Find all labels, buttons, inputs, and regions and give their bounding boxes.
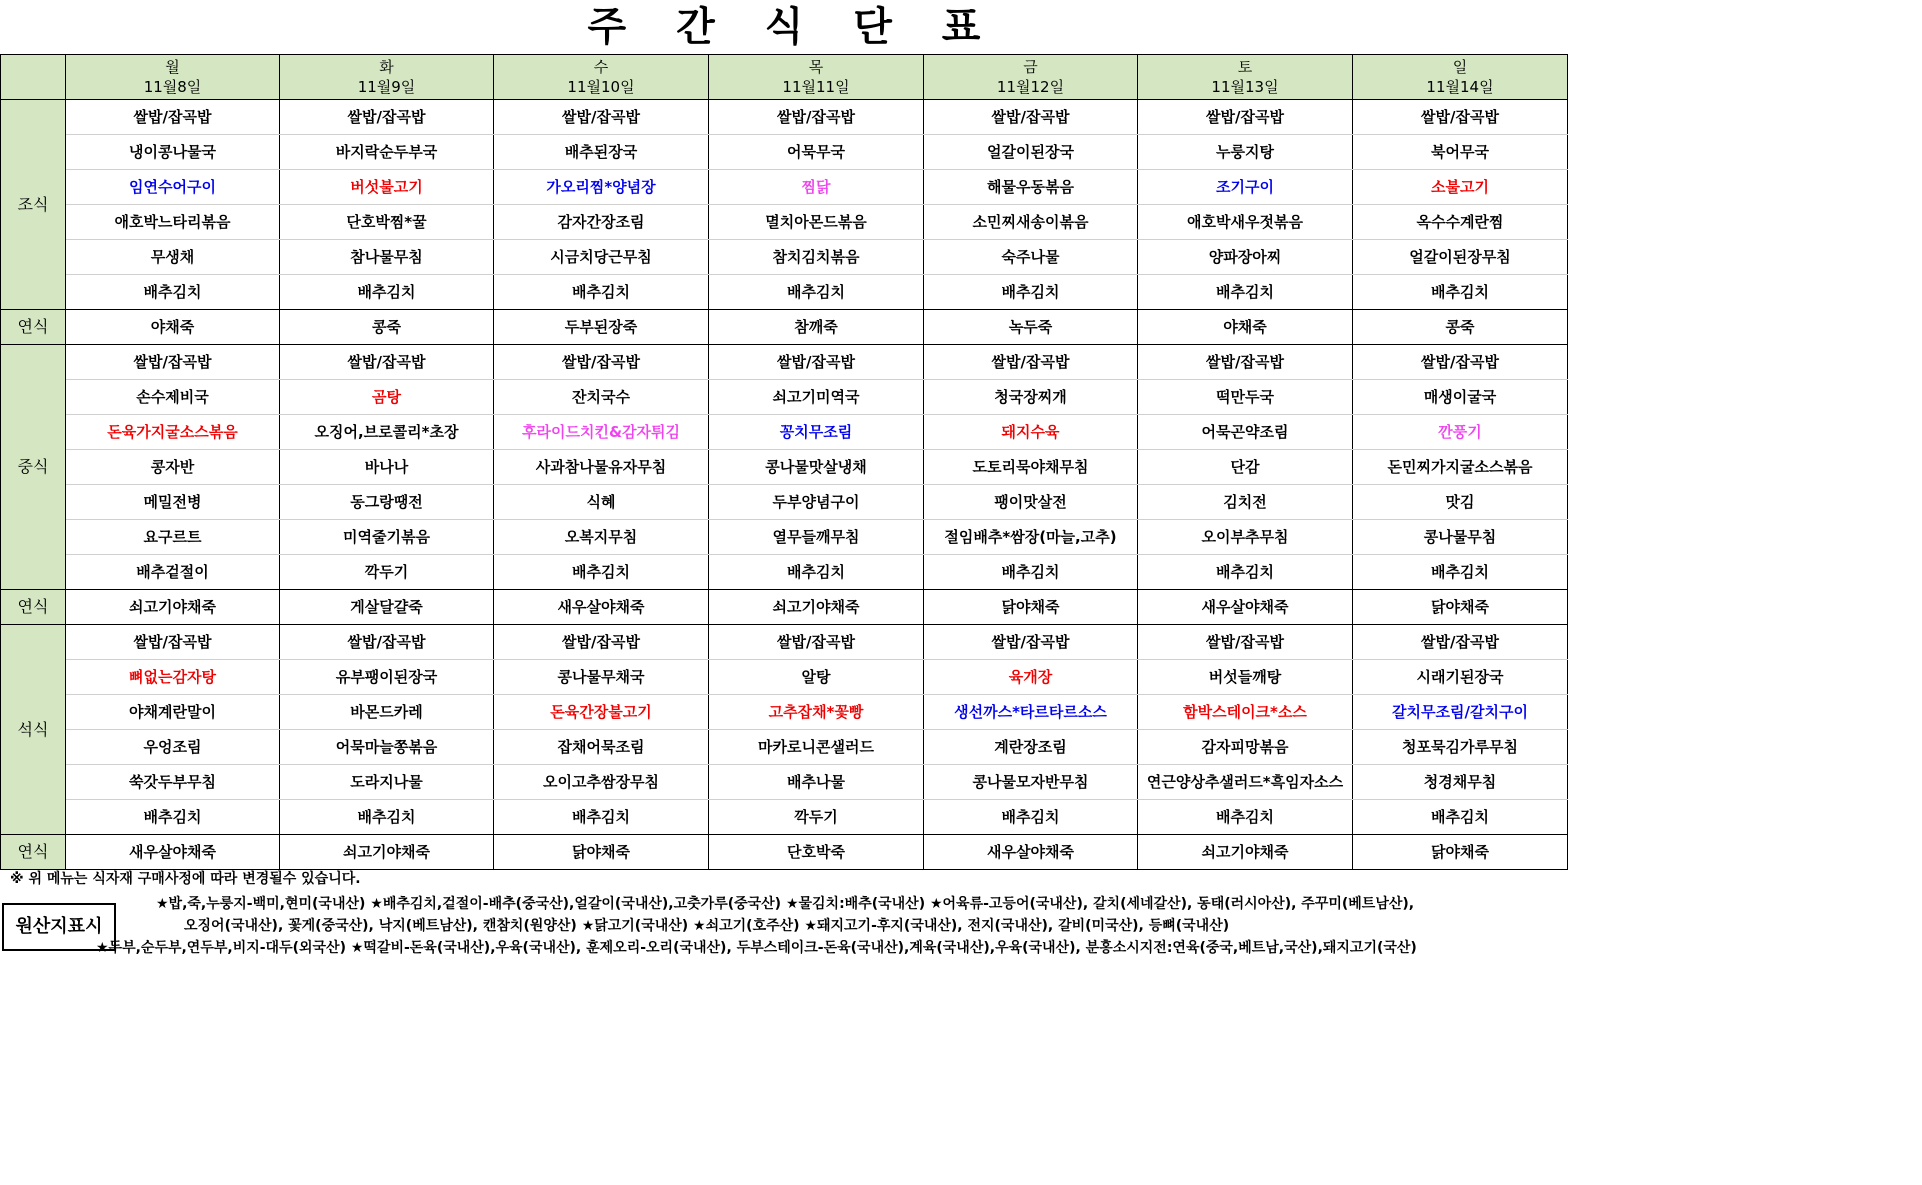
menu-item: 콩죽 bbox=[1353, 310, 1568, 345]
day-header bbox=[66, 55, 280, 100]
menu-item: 단호박찜*꿀 bbox=[280, 205, 494, 240]
menu-item: 배추김치 bbox=[494, 800, 709, 835]
menu-item: 얼갈이된장국 bbox=[924, 135, 1138, 170]
menu-item: 쑥갓두부무침 bbox=[66, 765, 280, 800]
menu-item: 배추김치 bbox=[924, 555, 1138, 590]
origin-line: ★두부,순두부,연두부,비지-대두(외국산) ★떡갈비-돈육(국내산),우육(국내산), 훈제오리-오리(국내산), 두부스테이크-돈육(국내산),계육(국내산),우육(국내산), 분홍소시지전:연육(중국,베트남,국산),돼지고기(국산) bbox=[96, 940, 1417, 956]
menu-item: 감자간장조림 bbox=[494, 205, 709, 240]
menu-item: 쌀밥/잡곡밥 bbox=[1138, 100, 1353, 135]
menu-item: 생선까스*타르타르소스 bbox=[924, 695, 1138, 730]
menu-item: 버섯불고기 bbox=[280, 170, 494, 205]
menu-item: 얼갈이된장무침 bbox=[1353, 240, 1568, 275]
menu-item: 배추김치 bbox=[1138, 275, 1353, 310]
menu-item: 함박스테이크*소스 bbox=[1138, 695, 1353, 730]
menu-item: 오복지무침 bbox=[494, 520, 709, 555]
menu-row bbox=[1, 205, 1568, 240]
menu-item: 배추나물 bbox=[709, 765, 924, 800]
weekly-menu-table bbox=[0, 54, 1568, 870]
menu-item: 배추김치 bbox=[66, 275, 280, 310]
meal-label: 연식 bbox=[1, 835, 66, 870]
menu-item: 쇠고기야채죽 bbox=[66, 590, 280, 625]
day-date: 11월9일 bbox=[357, 78, 416, 96]
menu-item: 양파장아찌 bbox=[1138, 240, 1353, 275]
menu-item: 배추김치 bbox=[1353, 555, 1568, 590]
menu-item: 쌀밥/잡곡밥 bbox=[709, 345, 924, 380]
menu-item: 콩나물맛살냉채 bbox=[709, 450, 924, 485]
menu-item: 배추된장국 bbox=[494, 135, 709, 170]
menu-item: 단감 bbox=[1138, 450, 1353, 485]
menu-item: 유부팽이된장국 bbox=[280, 660, 494, 695]
header-corner bbox=[1, 55, 66, 100]
menu-item: 팽이맛살전 bbox=[924, 485, 1138, 520]
menu-item: 떡만두국 bbox=[1138, 380, 1353, 415]
menu-item: 뼈없는감자탕 bbox=[66, 660, 280, 695]
menu-item: 쌀밥/잡곡밥 bbox=[66, 625, 280, 660]
menu-item: 감자피망볶음 bbox=[1138, 730, 1353, 765]
day-header bbox=[494, 55, 709, 100]
origin-line: ★밥,죽,누룽지-백미,현미(국내산) ★배추김치,겉절이-배추(중국산),얼갈이(국내산),고춧가루(중국산) ★물김치:배추(국내산) ★어육류-고등어(국내산), 갈치(세네갈산), 동태(러시아산), 주꾸미(베트남산), bbox=[156, 896, 1415, 912]
day-header bbox=[709, 55, 924, 100]
menu-item: 멸치아몬드볶음 bbox=[709, 205, 924, 240]
menu-item: 새우살야채죽 bbox=[494, 590, 709, 625]
menu-item: 시래기된장국 bbox=[1353, 660, 1568, 695]
menu-item: 쇠고기야채죽 bbox=[280, 835, 494, 870]
menu-item: 배추김치 bbox=[280, 800, 494, 835]
menu-item: 오이부추무침 bbox=[1138, 520, 1353, 555]
menu-item: 단호박죽 bbox=[709, 835, 924, 870]
menu-item: 손수제비국 bbox=[66, 380, 280, 415]
menu-body bbox=[1, 100, 1568, 870]
day-date: 11월13일 bbox=[1211, 78, 1279, 96]
day-header-row bbox=[1, 55, 1568, 100]
day-date: 11월8일 bbox=[143, 78, 202, 96]
menu-item: 요구르트 bbox=[66, 520, 280, 555]
menu-row bbox=[1, 555, 1568, 590]
day-header bbox=[924, 55, 1138, 100]
menu-item: 깐풍기 bbox=[1353, 415, 1568, 450]
menu-item: 새우살야채죽 bbox=[1138, 590, 1353, 625]
menu-row bbox=[1, 765, 1568, 800]
menu-item: 콩나물무침 bbox=[1353, 520, 1568, 555]
menu-item: 무생채 bbox=[66, 240, 280, 275]
menu-item: 갈치무조림/갈치구이 bbox=[1353, 695, 1568, 730]
menu-item: 후라이드치킨&감자튀김 bbox=[494, 415, 709, 450]
menu-item: 참치김치볶음 bbox=[709, 240, 924, 275]
day-name: 목 bbox=[808, 58, 824, 76]
day-date: 11월12일 bbox=[996, 78, 1065, 96]
menu-item: 잔치국수 bbox=[494, 380, 709, 415]
menu-item: 가오리찜*양념장 bbox=[494, 170, 709, 205]
menu-item: 배추김치 bbox=[1353, 275, 1568, 310]
menu-item: 바지락순두부국 bbox=[280, 135, 494, 170]
menu-row bbox=[1, 660, 1568, 695]
menu-item: 쌀밥/잡곡밥 bbox=[494, 100, 709, 135]
menu-item: 오징어,브로콜리*초장 bbox=[280, 415, 494, 450]
menu-item: 쌀밥/잡곡밥 bbox=[924, 345, 1138, 380]
menu-item: 애호박느타리볶음 bbox=[66, 205, 280, 240]
menu-item: 닭야채죽 bbox=[1353, 835, 1568, 870]
menu-row bbox=[1, 240, 1568, 275]
menu-item: 어묵마늘쫑볶음 bbox=[280, 730, 494, 765]
menu-row bbox=[1, 625, 1568, 660]
menu-item: 쌀밥/잡곡밥 bbox=[709, 625, 924, 660]
menu-item: 맛김 bbox=[1353, 485, 1568, 520]
menu-item: 새우살야채죽 bbox=[924, 835, 1138, 870]
menu-item: 배추김치 bbox=[924, 275, 1138, 310]
menu-item: 잡채어묵조림 bbox=[494, 730, 709, 765]
menu-item: 배추김치 bbox=[709, 555, 924, 590]
menu-item: 야채계란말이 bbox=[66, 695, 280, 730]
menu-item: 청경채무침 bbox=[1353, 765, 1568, 800]
menu-item: 쌀밥/잡곡밥 bbox=[280, 625, 494, 660]
menu-item: 식혜 bbox=[494, 485, 709, 520]
page-title: 주 간 식 단 표 bbox=[587, 4, 999, 50]
menu-item: 쌀밥/잡곡밥 bbox=[1353, 345, 1568, 380]
menu-item: 미역줄기볶음 bbox=[280, 520, 494, 555]
menu-item: 시금치당근무침 bbox=[494, 240, 709, 275]
origin-info bbox=[96, 893, 1564, 959]
menu-item: 북어무국 bbox=[1353, 135, 1568, 170]
menu-item: 곰탕 bbox=[280, 380, 494, 415]
menu-row bbox=[1, 450, 1568, 485]
menu-item: 쌀밥/잡곡밥 bbox=[280, 345, 494, 380]
day-name: 화 bbox=[379, 58, 394, 76]
day-header bbox=[280, 55, 494, 100]
menu-item: 조기구이 bbox=[1138, 170, 1353, 205]
meal-label: 연식 bbox=[1, 310, 66, 345]
day-date: 11월11일 bbox=[782, 78, 850, 96]
menu-item: 쌀밥/잡곡밥 bbox=[280, 100, 494, 135]
menu-item: 애호박새우젓볶음 bbox=[1138, 205, 1353, 240]
menu-item: 배추겉절이 bbox=[66, 555, 280, 590]
menu-row bbox=[1, 310, 1568, 345]
menu-item: 쇠고기야채죽 bbox=[1138, 835, 1353, 870]
menu-item: 버섯들깨탕 bbox=[1138, 660, 1353, 695]
menu-item: 야채죽 bbox=[1138, 310, 1353, 345]
menu-item: 오이고추쌈장무침 bbox=[494, 765, 709, 800]
menu-item: 숙주나물 bbox=[924, 240, 1138, 275]
menu-item: 배추김치 bbox=[494, 275, 709, 310]
menu-item: 배추김치 bbox=[1138, 555, 1353, 590]
meal-label: 중식 bbox=[1, 345, 66, 590]
menu-item: 김치전 bbox=[1138, 485, 1353, 520]
menu-item: 마카로니콘샐러드 bbox=[709, 730, 924, 765]
menu-row bbox=[1, 695, 1568, 730]
menu-item: 닭야채죽 bbox=[924, 590, 1138, 625]
menu-row bbox=[1, 590, 1568, 625]
menu-item: 깍두기 bbox=[280, 555, 494, 590]
menu-item: 배추김치 bbox=[494, 555, 709, 590]
menu-item: 두부양념구이 bbox=[709, 485, 924, 520]
menu-item: 어묵곤약조림 bbox=[1138, 415, 1353, 450]
menu-item: 꽁치무조림 bbox=[709, 415, 924, 450]
menu-item: 해물우동볶음 bbox=[924, 170, 1138, 205]
menu-item: 쌀밥/잡곡밥 bbox=[1138, 345, 1353, 380]
menu-item: 쇠고기미역국 bbox=[709, 380, 924, 415]
menu-item: 연근양상추샐러드*흑임자소스 bbox=[1138, 765, 1353, 800]
menu-item: 돈육간장불고기 bbox=[494, 695, 709, 730]
day-name: 수 bbox=[593, 58, 609, 76]
menu-item: 바나나 bbox=[280, 450, 494, 485]
menu-item: 도토리묵야채무침 bbox=[924, 450, 1138, 485]
menu-item: 돼지수육 bbox=[924, 415, 1138, 450]
menu-item: 쌀밥/잡곡밥 bbox=[1138, 625, 1353, 660]
menu-item: 소불고기 bbox=[1353, 170, 1568, 205]
menu-item: 어묵무국 bbox=[709, 135, 924, 170]
menu-item: 녹두죽 bbox=[924, 310, 1138, 345]
meal-label: 조식 bbox=[1, 100, 66, 310]
meal-label: 석식 bbox=[1, 625, 66, 835]
menu-item: 게살달걀죽 bbox=[280, 590, 494, 625]
menu-item: 콩나물모자반무침 bbox=[924, 765, 1138, 800]
menu-item: 육개장 bbox=[924, 660, 1138, 695]
day-date: 11월10일 bbox=[567, 78, 635, 96]
menu-item: 배추김치 bbox=[924, 800, 1138, 835]
menu-item: 참나물무침 bbox=[280, 240, 494, 275]
day-name: 토 bbox=[1237, 58, 1253, 76]
menu-item: 쌀밥/잡곡밥 bbox=[1353, 100, 1568, 135]
menu-item: 쌀밥/잡곡밥 bbox=[924, 100, 1138, 135]
menu-item: 도라지나물 bbox=[280, 765, 494, 800]
menu-item: 계란장조림 bbox=[924, 730, 1138, 765]
menu-item: 콩자반 bbox=[66, 450, 280, 485]
menu-item: 새우살야채죽 bbox=[66, 835, 280, 870]
menu-item: 배추김치 bbox=[280, 275, 494, 310]
menu-item: 메밀전병 bbox=[66, 485, 280, 520]
menu-item: 임연수어구이 bbox=[66, 170, 280, 205]
menu-item: 누룽지탕 bbox=[1138, 135, 1353, 170]
menu-item: 배추김치 bbox=[709, 275, 924, 310]
day-name: 일 bbox=[1452, 58, 1468, 76]
menu-item: 참깨죽 bbox=[709, 310, 924, 345]
menu-item: 돈민찌가지굴소스볶음 bbox=[1353, 450, 1568, 485]
origin-line: 오징어(국내산), 꽃게(중국산), 낙지(베트남산), 캔참치(원양산) ★닭고기(국내산) ★쇠고기(호주산) ★돼지고기-후지(국내산), 전지(국내산), 갈비(미국산), 등뼈(국내산) bbox=[184, 918, 1230, 934]
menu-item: 소민찌새송이볶음 bbox=[924, 205, 1138, 240]
meal-label: 연식 bbox=[1, 590, 66, 625]
menu-row bbox=[1, 835, 1568, 870]
menu-item: 청포묵김가루무침 bbox=[1353, 730, 1568, 765]
menu-item: 사과참나물유자무침 bbox=[494, 450, 709, 485]
day-name: 월 bbox=[165, 58, 180, 76]
menu-row bbox=[1, 520, 1568, 555]
menu-item: 쌀밥/잡곡밥 bbox=[709, 100, 924, 135]
menu-row bbox=[1, 380, 1568, 415]
menu-row bbox=[1, 415, 1568, 450]
menu-item: 쌀밥/잡곡밥 bbox=[66, 345, 280, 380]
menu-item: 바몬드카레 bbox=[280, 695, 494, 730]
menu-item: 쌀밥/잡곡밥 bbox=[66, 100, 280, 135]
menu-item: 찜닭 bbox=[709, 170, 924, 205]
day-header bbox=[1138, 55, 1353, 100]
menu-item: 우엉조림 bbox=[66, 730, 280, 765]
menu-item: 배추김치 bbox=[66, 800, 280, 835]
menu-item: 냉이콩나물국 bbox=[66, 135, 280, 170]
menu-item: 돈육가지굴소스볶음 bbox=[66, 415, 280, 450]
origin-label: 원산지표시 bbox=[2, 903, 116, 951]
menu-item: 고추잡채*꽃빵 bbox=[709, 695, 924, 730]
menu-row bbox=[1, 170, 1568, 205]
menu-item: 옥수수계란찜 bbox=[1353, 205, 1568, 240]
change-notice: ※ 위 메뉴는 식자재 구매사정에 따라 변경될수 있습니다. bbox=[10, 871, 361, 887]
menu-item: 야채죽 bbox=[66, 310, 280, 345]
day-date: 11월14일 bbox=[1426, 78, 1494, 96]
menu-item: 닭야채죽 bbox=[1353, 590, 1568, 625]
menu-item: 청국장찌개 bbox=[924, 380, 1138, 415]
menu-row bbox=[1, 275, 1568, 310]
day-header bbox=[1353, 55, 1568, 100]
menu-item: 쌀밥/잡곡밥 bbox=[924, 625, 1138, 660]
menu-item: 매생이굴국 bbox=[1353, 380, 1568, 415]
menu-item: 쇠고기야채죽 bbox=[709, 590, 924, 625]
menu-row bbox=[1, 800, 1568, 835]
menu-item: 절임배추*쌈장(마늘,고추) bbox=[924, 520, 1138, 555]
menu-item: 동그랑땡전 bbox=[280, 485, 494, 520]
menu-item: 열무들깨무침 bbox=[709, 520, 924, 555]
menu-item: 닭야채죽 bbox=[494, 835, 709, 870]
menu-item: 콩나물무채국 bbox=[494, 660, 709, 695]
menu-item: 콩죽 bbox=[280, 310, 494, 345]
menu-row bbox=[1, 345, 1568, 380]
menu-item: 쌀밥/잡곡밥 bbox=[494, 345, 709, 380]
menu-row bbox=[1, 730, 1568, 765]
menu-row bbox=[1, 100, 1568, 135]
menu-item: 쌀밥/잡곡밥 bbox=[1353, 625, 1568, 660]
day-name: 금 bbox=[1023, 58, 1038, 76]
menu-item: 쌀밥/잡곡밥 bbox=[494, 625, 709, 660]
menu-item: 두부된장죽 bbox=[494, 310, 709, 345]
menu-item: 알탕 bbox=[709, 660, 924, 695]
menu-row bbox=[1, 485, 1568, 520]
menu-row bbox=[1, 135, 1568, 170]
menu-item: 배추김치 bbox=[1353, 800, 1568, 835]
menu-item: 깍두기 bbox=[709, 800, 924, 835]
menu-item: 배추김치 bbox=[1138, 800, 1353, 835]
